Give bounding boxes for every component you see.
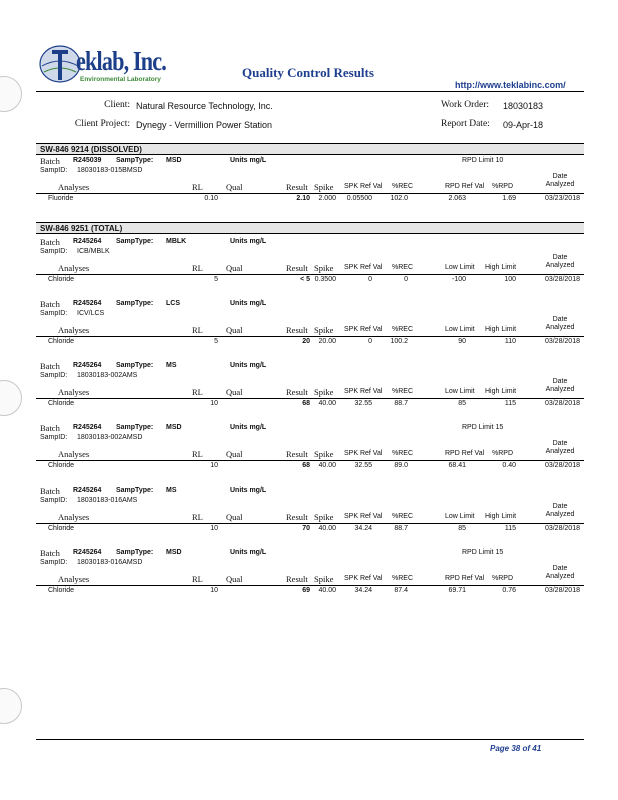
col-low-limit: Low Limit bbox=[445, 513, 475, 520]
limit-or-rpdref: 90 bbox=[458, 338, 466, 345]
row-rule bbox=[36, 336, 584, 337]
analyte-name: Chloride bbox=[48, 400, 75, 407]
col-analyses: Analyses bbox=[58, 449, 90, 459]
date-header: Date bbox=[552, 254, 568, 261]
sampid-label: SampID: bbox=[40, 559, 68, 566]
col-spk-ref: SPK Ref Val bbox=[344, 388, 383, 395]
limit-or-rpd: 1.69 bbox=[502, 195, 516, 202]
rpd-limit: RPD Limit 15 bbox=[462, 549, 504, 556]
sampid-label: SampID: bbox=[40, 434, 68, 441]
rec-value: 0 bbox=[404, 276, 408, 283]
analyte-name: Fluoride bbox=[48, 195, 74, 202]
date-analyzed: 03/28/2018 bbox=[544, 400, 580, 407]
samptype-value: MBLK bbox=[166, 238, 187, 245]
logo-subtitle: Environmental Laboratory bbox=[80, 76, 161, 83]
sampid-label: SampID: bbox=[40, 167, 68, 174]
section-header: SW-846 9214 (DISSOLVED) bbox=[36, 143, 584, 155]
client-project-value: Dynegy - Vermillion Power Station bbox=[136, 120, 273, 130]
spk-ref-value: 32.55 bbox=[354, 400, 372, 407]
units-label: Units mg/L bbox=[230, 549, 267, 556]
col-spk-ref: SPK Ref Val bbox=[344, 264, 383, 271]
sampid-value: 18030183-002AMSD bbox=[77, 434, 143, 441]
spike-value: 40.00 bbox=[318, 525, 336, 532]
col-rec: %REC bbox=[392, 326, 414, 333]
sampid-value: 18030183-002AMS bbox=[77, 372, 138, 379]
limit-or-rpd: 110 bbox=[504, 338, 516, 345]
sampid-value: 18030183-015BMSD bbox=[77, 167, 143, 174]
col-rl: RL bbox=[192, 574, 203, 584]
footer-rule bbox=[36, 739, 584, 740]
col-spk-ref: SPK Ref Val bbox=[344, 326, 383, 333]
col-rec: %REC bbox=[392, 575, 414, 582]
date-header: Analyzed bbox=[545, 448, 575, 455]
batch-label: Batch bbox=[40, 156, 60, 166]
batch-label: Batch bbox=[40, 548, 60, 558]
spike-value: 40.00 bbox=[318, 462, 336, 469]
sampid-label: SampID: bbox=[40, 310, 68, 317]
sampid-value: 18030183-016AMSD bbox=[77, 559, 143, 566]
units-label: Units mg/L bbox=[230, 157, 267, 164]
row-rule bbox=[36, 398, 584, 399]
col-rpd-ref: RPD Ref Val bbox=[445, 450, 485, 457]
col-analyses: Analyses bbox=[58, 512, 90, 522]
report-date-label: Report Date: bbox=[441, 119, 490, 129]
col-rl: RL bbox=[192, 387, 203, 397]
report-title: Quality Control Results bbox=[242, 65, 374, 80]
col-rec: %REC bbox=[392, 183, 414, 190]
col-spike: Spike bbox=[314, 325, 334, 335]
date-header: Date bbox=[552, 378, 568, 385]
result-value: 70 bbox=[302, 525, 310, 532]
date-header: Analyzed bbox=[545, 324, 575, 331]
spk-ref-value: 0.05500 bbox=[346, 195, 372, 202]
batch-id: R245264 bbox=[73, 487, 102, 494]
col-qual: Qual bbox=[226, 387, 243, 397]
spike-value: 40.00 bbox=[318, 400, 336, 407]
date-header: Analyzed bbox=[545, 386, 575, 393]
col-qual: Qual bbox=[226, 325, 243, 335]
date-header: Analyzed bbox=[545, 181, 575, 188]
spk-ref-value: 0 bbox=[368, 276, 372, 283]
date-analyzed: 03/23/2018 bbox=[544, 195, 580, 202]
col-rl: RL bbox=[192, 512, 203, 522]
row-rule bbox=[36, 193, 584, 194]
col-spike: Spike bbox=[314, 263, 334, 273]
col-rpd: %RPD bbox=[492, 575, 514, 582]
col-spk-ref: SPK Ref Val bbox=[344, 450, 383, 457]
analyte-name: Chloride bbox=[48, 587, 75, 594]
date-analyzed: 03/28/2018 bbox=[544, 338, 580, 345]
col-analyses: Analyses bbox=[58, 574, 90, 584]
col-rec: %REC bbox=[392, 513, 414, 520]
analyte-name: Chloride bbox=[48, 338, 75, 345]
col-qual: Qual bbox=[226, 512, 243, 522]
logo-text: eklab, Inc. bbox=[76, 46, 167, 76]
sampid-label: SampID: bbox=[40, 372, 68, 379]
rec-value: 87.4 bbox=[394, 587, 408, 594]
col-qual: Qual bbox=[226, 449, 243, 459]
col-qual: Qual bbox=[226, 574, 243, 584]
samptype-value: MSD bbox=[166, 424, 182, 431]
punch-hole bbox=[0, 380, 22, 416]
samptype-value: LCS bbox=[166, 300, 180, 307]
section-header: SW-846 9251 (TOTAL) bbox=[36, 222, 584, 234]
col-rl: RL bbox=[192, 182, 203, 192]
col-rpd: %RPD bbox=[492, 450, 514, 457]
batch-id: R245264 bbox=[73, 300, 102, 307]
samptype-label: SampType: bbox=[116, 362, 154, 369]
units-label: Units mg/L bbox=[230, 238, 267, 245]
result-value: 20 bbox=[302, 338, 310, 345]
samptype-label: SampType: bbox=[116, 238, 154, 245]
col-rec: %REC bbox=[392, 450, 414, 457]
spk-ref-value: 0 bbox=[368, 338, 372, 345]
limit-or-rpdref: 85 bbox=[458, 525, 466, 532]
punch-hole bbox=[0, 688, 22, 724]
batch-label: Batch bbox=[40, 237, 60, 247]
batch-id: R245264 bbox=[73, 424, 102, 431]
col-high-limit: High Limit bbox=[485, 513, 517, 520]
limit-or-rpdref: 68.41 bbox=[448, 462, 466, 469]
result-value: < 5 bbox=[300, 276, 310, 283]
spike-value: 2.000 bbox=[318, 195, 336, 202]
col-rec: %REC bbox=[392, 388, 414, 395]
samptype-label: SampType: bbox=[116, 487, 154, 494]
col-analyses: Analyses bbox=[58, 387, 90, 397]
rl-value: 10 bbox=[210, 462, 218, 469]
col-spike: Spike bbox=[314, 574, 334, 584]
col-rl: RL bbox=[192, 263, 203, 273]
rl-value: 10 bbox=[210, 400, 218, 407]
spk-ref-value: 32.55 bbox=[354, 462, 372, 469]
units-label: Units mg/L bbox=[230, 424, 267, 431]
rpd-limit: RPD Limit 10 bbox=[462, 157, 504, 164]
col-high-limit: High Limit bbox=[485, 326, 517, 333]
samptype-label: SampType: bbox=[116, 157, 154, 164]
row-rule bbox=[36, 274, 584, 275]
batch-id: R245264 bbox=[73, 238, 102, 245]
client-value: Natural Resource Technology, Inc. bbox=[136, 101, 273, 111]
col-result: Result bbox=[286, 263, 308, 273]
col-low-limit: Low Limit bbox=[445, 264, 475, 271]
date-header: Analyzed bbox=[545, 511, 575, 518]
limit-or-rpd: 115 bbox=[504, 525, 516, 532]
col-analyses: Analyses bbox=[58, 182, 90, 192]
rec-value: 100.2 bbox=[390, 338, 408, 345]
col-spike: Spike bbox=[314, 449, 334, 459]
row-rule bbox=[36, 460, 584, 461]
col-high-limit: High Limit bbox=[485, 388, 517, 395]
col-result: Result bbox=[286, 182, 308, 192]
rl-value: 5 bbox=[214, 338, 218, 345]
date-header: Analyzed bbox=[545, 573, 575, 580]
date-analyzed: 03/28/2018 bbox=[544, 525, 580, 532]
col-result: Result bbox=[286, 449, 308, 459]
col-high-limit: High Limit bbox=[485, 264, 517, 271]
col-spike: Spike bbox=[314, 387, 334, 397]
date-analyzed: 03/28/2018 bbox=[544, 276, 580, 283]
sampid-label: SampID: bbox=[40, 248, 68, 255]
limit-or-rpd: 100 bbox=[504, 276, 516, 283]
client-label: Client: bbox=[104, 100, 130, 110]
units-label: Units mg/L bbox=[230, 362, 267, 369]
sampid-value: ICV/LCS bbox=[77, 310, 105, 317]
result-value: 68 bbox=[302, 400, 310, 407]
col-rpd-ref: RPD Ref Val bbox=[445, 575, 485, 582]
limit-or-rpdref: 69.71 bbox=[448, 587, 466, 594]
result-value: 2.10 bbox=[296, 195, 310, 202]
rl-value: 5 bbox=[214, 276, 218, 283]
samptype-label: SampType: bbox=[116, 424, 154, 431]
spike-value: 0.3500 bbox=[314, 276, 336, 283]
col-spike: Spike bbox=[314, 182, 334, 192]
col-qual: Qual bbox=[226, 263, 243, 273]
rec-value: 88.7 bbox=[394, 525, 408, 532]
batch-id: R245264 bbox=[73, 549, 102, 556]
col-spk-ref: SPK Ref Val bbox=[344, 575, 383, 582]
limit-or-rpdref: 85 bbox=[458, 400, 466, 407]
col-result: Result bbox=[286, 512, 308, 522]
col-qual: Qual bbox=[226, 182, 243, 192]
rl-value: 10 bbox=[210, 525, 218, 532]
date-header: Date bbox=[552, 173, 568, 180]
limit-or-rpdref: 2.063 bbox=[448, 195, 466, 202]
samptype-value: MSD bbox=[166, 549, 182, 556]
col-result: Result bbox=[286, 325, 308, 335]
units-label: Units mg/L bbox=[230, 487, 267, 494]
date-analyzed: 03/28/2018 bbox=[544, 462, 580, 469]
samptype-label: SampType: bbox=[116, 300, 154, 307]
rec-value: 89.0 bbox=[394, 462, 408, 469]
col-rl: RL bbox=[192, 325, 203, 335]
rec-value: 88.7 bbox=[394, 400, 408, 407]
samptype-value: MSD bbox=[166, 157, 182, 164]
analyte-name: Chloride bbox=[48, 462, 75, 469]
col-low-limit: Low Limit bbox=[445, 326, 475, 333]
limit-or-rpd: 0.40 bbox=[502, 462, 516, 469]
batch-id: R245264 bbox=[73, 362, 102, 369]
date-header: Analyzed bbox=[545, 262, 575, 269]
report-date-value: 09-Apr-18 bbox=[503, 120, 544, 130]
rl-value: 0.10 bbox=[204, 195, 218, 202]
work-order-label: Work Order: bbox=[441, 100, 490, 110]
col-low-limit: Low Limit bbox=[445, 388, 475, 395]
col-result: Result bbox=[286, 387, 308, 397]
work-order-value: 18030183 bbox=[503, 101, 544, 111]
analyte-name: Chloride bbox=[48, 276, 75, 283]
units-label: Units mg/L bbox=[230, 300, 267, 307]
spk-ref-value: 34.24 bbox=[354, 587, 372, 594]
batch-label: Batch bbox=[40, 486, 60, 496]
result-value: 68 bbox=[302, 462, 310, 469]
client-project-label: Client Project: bbox=[74, 119, 130, 129]
analyte-name: Chloride bbox=[48, 525, 75, 532]
punch-hole bbox=[0, 76, 22, 112]
col-spk-ref: SPK Ref Val bbox=[344, 513, 383, 520]
result-value: 69 bbox=[302, 587, 310, 594]
col-rl: RL bbox=[192, 449, 203, 459]
date-analyzed: 03/28/2018 bbox=[544, 587, 580, 594]
limit-or-rpdref: -100 bbox=[451, 276, 466, 283]
samptype-value: MS bbox=[166, 362, 177, 369]
limit-or-rpd: 0.76 bbox=[502, 587, 516, 594]
batch-label: Batch bbox=[40, 361, 60, 371]
batch-label: Batch bbox=[40, 299, 60, 309]
samptype-label: SampType: bbox=[116, 549, 154, 556]
header-rule bbox=[36, 91, 584, 92]
samptype-value: MS bbox=[166, 487, 177, 494]
rpd-limit: RPD Limit 15 bbox=[462, 424, 504, 431]
sampid-value: 18030183-016AMS bbox=[77, 497, 138, 504]
date-header: Date bbox=[552, 440, 568, 447]
col-rec: %REC bbox=[392, 264, 414, 271]
sampid-value: ICB/MBLK bbox=[77, 248, 110, 255]
col-rpd: %RPD bbox=[492, 183, 514, 190]
col-result: Result bbox=[286, 574, 308, 584]
col-analyses: Analyses bbox=[58, 263, 90, 273]
date-header: Date bbox=[552, 503, 568, 510]
sampid-label: SampID: bbox=[40, 497, 68, 504]
date-header: Date bbox=[552, 565, 568, 572]
batch-label: Batch bbox=[40, 423, 60, 433]
col-rpd-ref: RPD Ref Val bbox=[445, 183, 485, 190]
col-analyses: Analyses bbox=[58, 325, 90, 335]
spike-value: 40.00 bbox=[318, 587, 336, 594]
website-link[interactable]: http://www.teklabinc.com/ bbox=[455, 80, 566, 90]
row-rule bbox=[36, 523, 584, 524]
row-rule bbox=[36, 585, 584, 586]
batch-id: R245039 bbox=[73, 157, 102, 164]
rl-value: 10 bbox=[210, 587, 218, 594]
rec-value: 102.0 bbox=[390, 195, 408, 202]
col-spike: Spike bbox=[314, 512, 334, 522]
page-number: Page 38 of 41 bbox=[490, 744, 542, 753]
limit-or-rpd: 115 bbox=[504, 400, 516, 407]
col-spk-ref: SPK Ref Val bbox=[344, 183, 383, 190]
date-header: Date bbox=[552, 316, 568, 323]
spk-ref-value: 34.24 bbox=[354, 525, 372, 532]
spike-value: 20.00 bbox=[318, 338, 336, 345]
